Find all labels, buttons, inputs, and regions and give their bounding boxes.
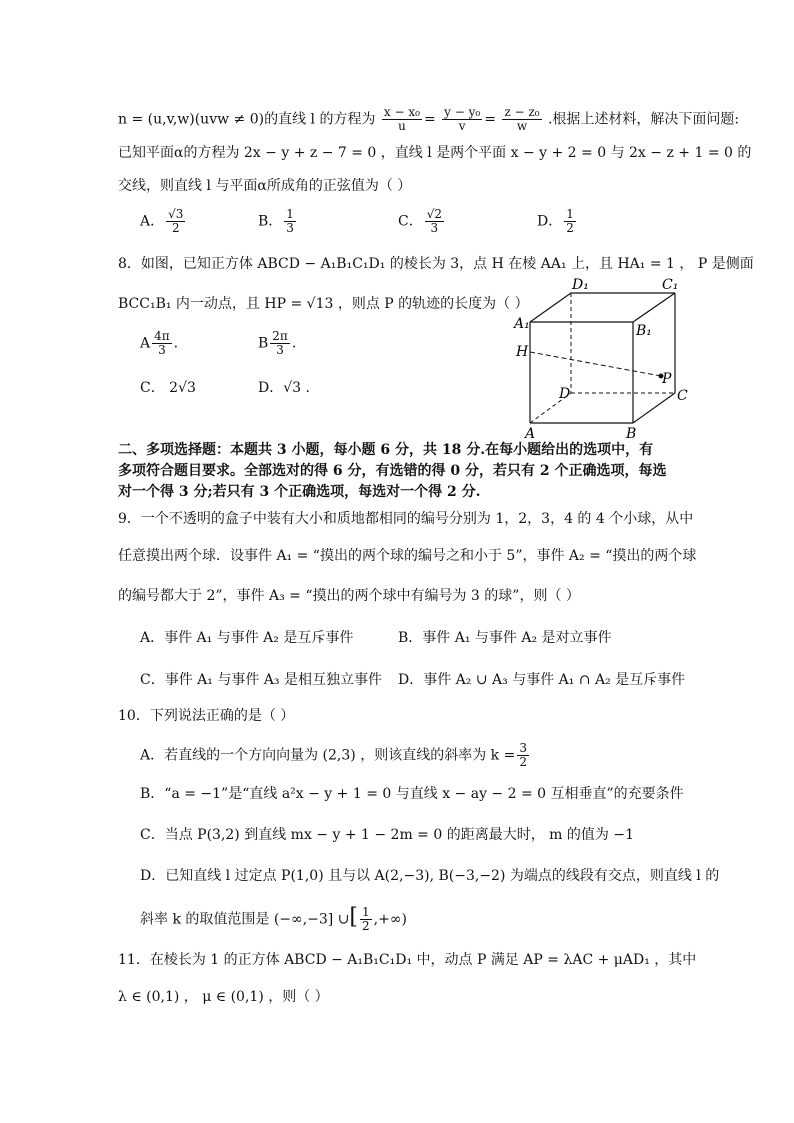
q9-option-a: A．事件 A₁ 与事件 A₂ 是互斥事件 [140, 630, 354, 646]
q8-line1: 8．如图，已知正方体 ABCD − A₁B₁C₁D₁ 的棱长为 3，点 H 在棱 AA₁ 上，且 HA₁ = 1 ， P 是侧面 [118, 256, 754, 272]
edge-a1-d1 [530, 293, 571, 322]
q9-line1: 9．一个不透明的盒子中装有大小和质地都相同的编号分别为 1，2，3，4 的 4 个小球，从中 [118, 511, 694, 527]
q10-line1: 10．下列说法正确的是（ ） [118, 708, 295, 724]
q10-option-d-line1: D．已知直线 l 过定点 P(1,0) 且与以 A(2,−3), B(−3,−2) 为端点的线段有交点，则直线 l 的 [140, 868, 720, 884]
q9-line3: 的编号都大于 2”，事件 A₃ = “摸出的两个球中有编号为 3 的球”，则（ ） [118, 588, 580, 604]
q7-option-b: B． $\frac{1}{3}$ [258, 207, 294, 235]
q8-option-b: B $\frac{2\pi}{3}$ . [258, 329, 297, 357]
label-p: P [662, 371, 672, 387]
edge-b-c [633, 393, 675, 423]
section2-line1: 二、多项选择题：本题共 3 小题，每小题 6 分，共 18 分.在每小题给出的选项中，有 [118, 442, 654, 458]
label-d1: D₁ [572, 277, 589, 293]
q11-line2: λ ∈ (0,1) ， μ ∈ (0,1) ，则（ ） [118, 989, 329, 1005]
q10-option-d-line2: 斜率 k 的取值范围是 (−∞,−3] ∪[ $\frac{1}{2}$ ,+∞) [140, 904, 407, 933]
q8-line2: BCC₁B₁ 内一动点，且 HP = √13 ，则点 P 的轨迹的长度为（ ） [118, 296, 529, 312]
q7-option-a: A． $\frac{√3}{2}$ [140, 207, 184, 235]
q7-fraction-y: $\frac{\text{y − y₀}}{v}$ [444, 105, 481, 133]
q7-option-c: C． $\frac{√2}{3}$ [398, 207, 442, 235]
q9-option-d: D．事件 A₂ ∪ A₃ 与事件 A₁ ∩ A₂ 是互斥事件 [398, 672, 686, 688]
q8-option-d: D．√3 . [258, 380, 310, 396]
segment-h-p [530, 352, 661, 376]
q9-option-c: C．事件 A₁ 与事件 A₃ 是相互独立事件 [140, 672, 382, 688]
q7-line1-text-a: n = (u,v,w)(uvw ≠ 0)的直线 l 的方程为 [118, 111, 376, 128]
label-c1: C₁ [662, 277, 679, 293]
q10-option-b: B．“a = −1”是“直线 a²x − y + 1 = 0 与直线 x − ay − 2 = 0 互相垂直”的充要条件 [140, 786, 684, 802]
q7-line2: 已知平面α的方程为 2x − y + z − 7 = 0 ，直线 l 是两个平面 x − y + 2 = 0 与 2x − z + 1 = 0 的 [118, 145, 752, 161]
q7-fraction-x: $\frac{\text{x − x₀}}{u}$ [383, 105, 420, 133]
edge-b1-c1 [633, 293, 675, 322]
label-a: A [525, 426, 536, 442]
label-b: B [626, 426, 637, 442]
q10-option-a: A．若直线的一个方向向量为 (2,3) ，则该直线的斜率为 k = $\frac{3}{2}$ [140, 741, 527, 769]
section2-line3: 对一个得 3 分;若只有 3 个正确选项，每选对一个得 2 分. [118, 484, 481, 500]
q7-fraction-z: $\frac{\text{z − z₀}}{w}$ [504, 105, 540, 133]
q8-option-a: A $\frac{4\pi}{3}$ . [140, 329, 179, 357]
q9-line2: 任意摸出两个球．设事件 A₁ = “摸出的两个球的编号之和小于 5”，事件 A₂ = “摸出的两个球 [118, 548, 697, 564]
q9-option-b: B．事件 A₁ 与事件 A₂ 是对立事件 [398, 630, 612, 646]
label-h: H [516, 344, 529, 360]
section2-line2: 多项符合题目要求。全部选对的得 6 分，有选错的得 0 分，若只有 2 个正确选项，每选 [118, 463, 667, 479]
label-a1: A₁ [514, 316, 530, 332]
q10-option-c: C．当点 P(3,2) 到直线 mx − y + 1 − 2m = 0 的距离最大时， m 的值为 −1 [140, 827, 634, 843]
cube-figure [505, 275, 700, 445]
label-d: D [559, 386, 571, 402]
q11-line1: 11．在棱长为 1 的正方体 ABCD − A₁B₁C₁D₁ 中，动点 P 满足 AP = λAC + μAD₁ ，其中 [118, 952, 697, 968]
q7-option-d: D． $\frac{1}{2}$ [537, 207, 574, 235]
q7-line3: 交线，则直线 l 与平面α所成角的正弦值为（ ） [118, 178, 412, 194]
label-c: C [677, 388, 688, 404]
label-b1: B₁ [636, 323, 652, 339]
q7-line1-text-b: .根据上述材料，解决下面问题: [547, 111, 740, 128]
q7-line1: n = (u,v,w)(uvw ≠ 0)的直线 l 的方程为 $\frac{\text{x − x₀}}{u}$ = $\frac{\text{y − y₀}}{v}$ = $\frac{\text{z − z₀}}{w}$ .根据上述材料，解决下面问题: [118, 105, 740, 133]
q8-option-c: C． 2√3 [140, 380, 196, 396]
